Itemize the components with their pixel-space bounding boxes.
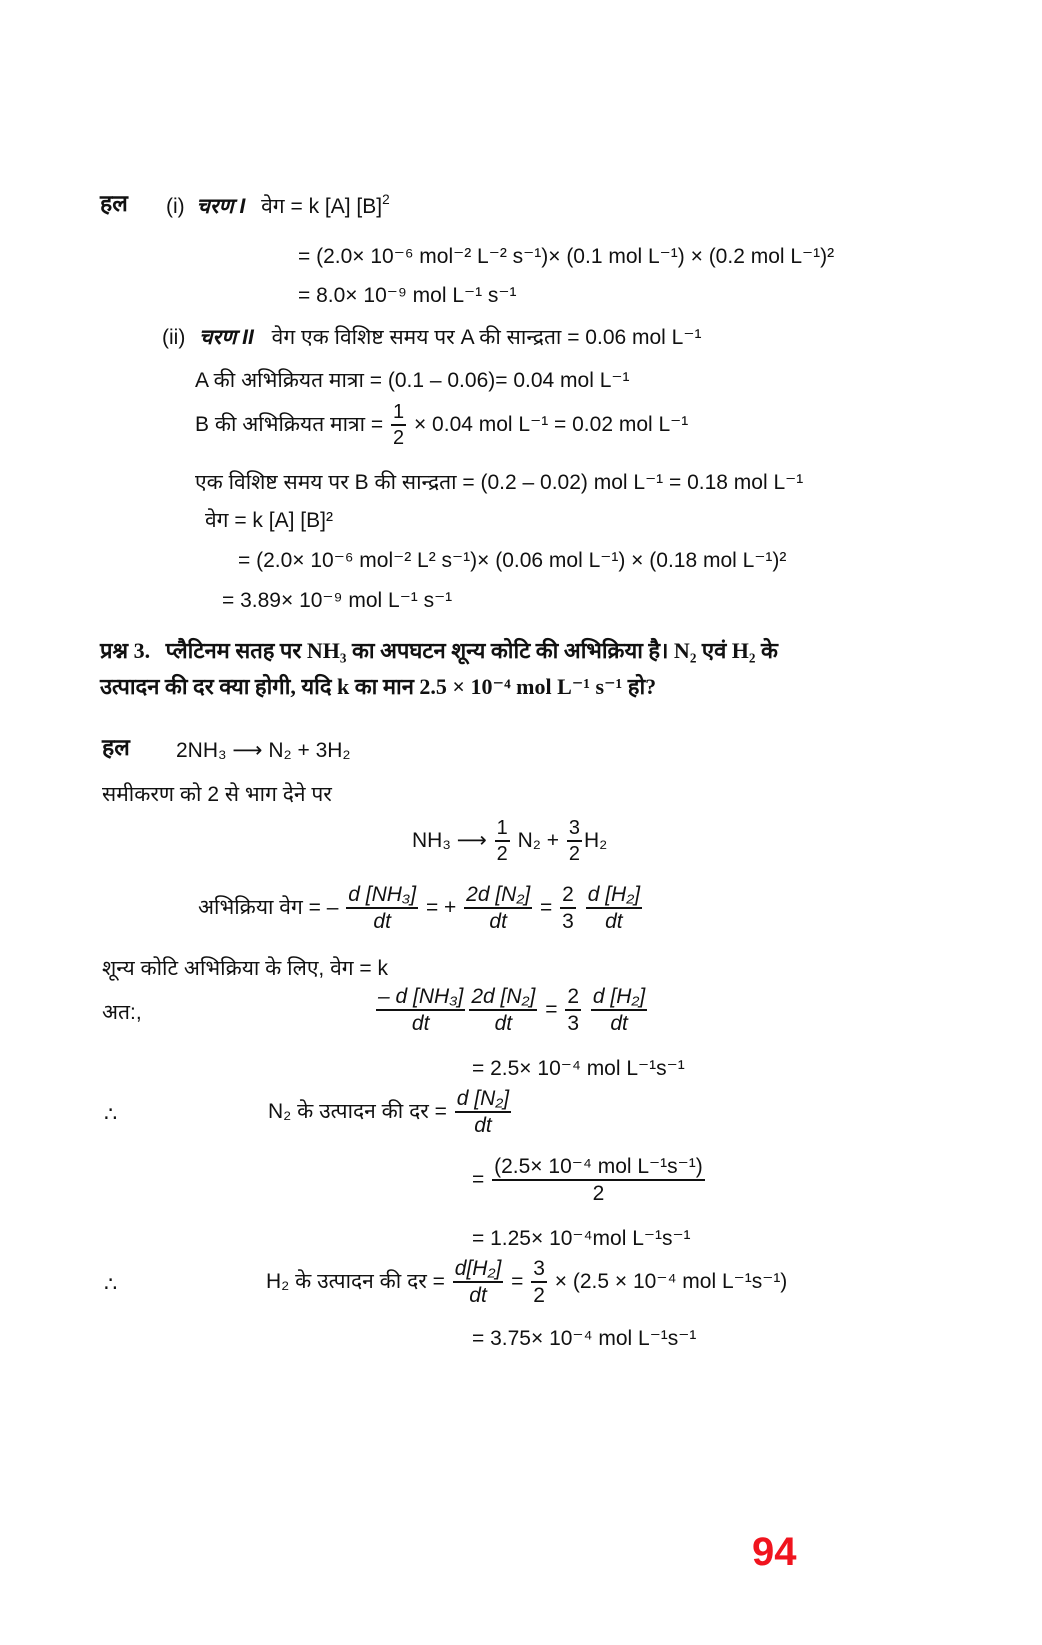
rate-value: = 2.5× 10⁻⁴ mol L⁻¹s⁻¹ xyxy=(472,1057,685,1080)
step2-heading: चरण II xyxy=(199,326,254,349)
step1-result: = 8.0× 10⁻⁹ mol L⁻¹ s⁻¹ xyxy=(298,284,517,307)
rate-expression: अभिक्रिया वेग = – $\frac{\text{d [NH₃]}}{dt}$ = + $\frac{\text{2d [N₂]}}{dt}$ = $\frac{2}{3}$ $\frac{\text{d [H₂]}}{dt}$ xyxy=(198,883,641,934)
rate-word: वेग xyxy=(261,195,285,218)
question-3-line-1 xyxy=(100,640,778,662)
rate-term-n2: $\frac{\text{2d [N₂]}}{dt}$ xyxy=(466,883,531,934)
b-concentration: एक विशिष्ट समय पर B की सान्द्रता = (0.2 – 0.02) mol L⁻¹ = 0.18 mol L⁻¹ xyxy=(195,471,804,494)
step2-number: (ii) xyxy=(162,326,186,349)
n2-calc-fraction: $\frac{\text{(2.5× 10⁻⁴ mol L⁻¹s⁻¹)}}{2}$ xyxy=(494,1155,703,1206)
solution-label: हल xyxy=(100,190,128,216)
question-3-line-2: उत्पादन की दर क्या होगी, यदि k का मान 2.5 × 10⁻⁴ mol L⁻¹ s⁻¹ हो? xyxy=(100,674,657,699)
rate-law-2: वेग = k [A] [B]² xyxy=(205,509,333,532)
zero-order-text: शून्य कोटि अभिक्रिया के लिए, वेग = k xyxy=(102,957,389,980)
step2-calculation: = (2.0× 10⁻⁶ mol⁻² L² s⁻¹)× (0.06 mol L⁻¹) × (0.18 mol L⁻¹)² xyxy=(238,549,787,572)
step2-text: वेग एक विशिष्ट समय पर A की सान्द्रता = 0.06 mol L⁻¹ xyxy=(271,326,702,349)
n2-result: = 1.25× 10⁻⁴mol L⁻¹s⁻¹ xyxy=(472,1227,691,1250)
b-reacted-amount xyxy=(195,402,688,449)
hence-label: अत:, xyxy=(102,1001,142,1024)
rate-term-nh3: $\frac{\text{d [NH₃]}}{dt}$ xyxy=(348,883,417,934)
h2-result: = 3.75× 10⁻⁴ mol L⁻¹s⁻¹ xyxy=(472,1327,697,1350)
hence-expression: $\frac{\text{– d [NH₃]}}{dt}$ $\frac{\text{2d [N₂]}}{dt}$ = $\frac{2}{3}$ $\frac{\text{d [H₂]}}{dt}$ xyxy=(378,985,646,1036)
rate-law-exponent: 2 xyxy=(382,192,390,208)
page-number: 94 xyxy=(752,1530,797,1574)
rate-term-h2: $\frac{\text{d [H₂]}}{dt}$ xyxy=(587,883,641,934)
n2-rate-line: N₂ के उत्पादन की दर = $\frac{\text{d [N₂]}}{dt}$ xyxy=(268,1087,510,1138)
hence-coef-two-thirds: $\frac{2}{3}$ xyxy=(567,985,580,1036)
hence-term-nh3: $\frac{\text{– d [NH₃]}}{dt}$ xyxy=(378,985,464,1036)
divide-text: समीकरण को 2 से भाग देने पर xyxy=(102,783,332,806)
step1-number: (i) xyxy=(166,195,185,218)
therefore-symbol-1: ∴ xyxy=(104,1103,118,1126)
fraction-half-n2: $\frac{1}{2}$ xyxy=(496,817,508,865)
h2-coef-three-halves: $\frac{3}{2}$ xyxy=(533,1257,545,1308)
question-number: प्रश्न 3. xyxy=(100,638,151,663)
step1-heading: चरण I xyxy=(196,195,246,218)
n2-rate-fraction: $\frac{\text{d [N₂]}}{dt}$ xyxy=(456,1087,510,1138)
question-text-1: प्लैटिनम सतह पर NH₃ का अपघटन शून्य कोटि की अभिक्रिया है। N₂ एवं H₂ के xyxy=(165,638,778,663)
step2-result: = 3.89× 10⁻⁹ mol L⁻¹ s⁻¹ xyxy=(222,589,453,612)
h2-rate-fraction: $\frac{\text{d[H₂]}}{dt}$ xyxy=(454,1257,502,1308)
hence-term-h2: $\frac{\text{d [H₂]}}{dt}$ xyxy=(592,985,646,1036)
a-reacted-amount: A की अभिक्रियत मात्रा = (0.1 – 0.06)= 0.04 mol L⁻¹ xyxy=(195,369,630,392)
step1-line xyxy=(166,192,390,218)
step2-line xyxy=(162,327,701,348)
b-reacted-suffix: × 0.04 mol L⁻¹ = 0.02 mol L⁻¹ xyxy=(413,412,689,436)
fraction-three-halves-h2: $\frac{3}{2}$ xyxy=(568,817,580,865)
step1-calculation: = (2.0× 10⁻⁶ mol⁻² L⁻² s⁻¹)× (0.1 mol L⁻¹) × (0.2 mol L⁻¹)² xyxy=(298,245,835,268)
hence-term-n2: $\frac{\text{2d [N₂]}}{dt}$ xyxy=(471,985,536,1036)
solution-3-label: हल xyxy=(102,734,130,760)
fraction-one-half: $\frac{1}{2}$ xyxy=(393,401,405,449)
n2-calc-line: = $\frac{\text{(2.5× 10⁻⁴ mol L⁻¹s⁻¹)}}{2}$ xyxy=(472,1155,703,1206)
h2-rate-line: H₂ के उत्पादन की दर = $\frac{\text{d[H₂]}}{dt}$ = $\frac{3}{2}$ × (2.5 × 10⁻⁴ mol L⁻¹s⁻¹) xyxy=(266,1257,788,1308)
halved-equation: NH₃ ⟶ $\frac{1}{2}$ N₂ + $\frac{3}{2}$ H₂ xyxy=(412,817,608,865)
reaction-equation: 2NH₃ ⟶ N₂ + 3H₂ xyxy=(176,739,351,762)
rate-coef-two-thirds: $\frac{2}{3}$ xyxy=(562,883,574,934)
rate-law: = k [A] [B] xyxy=(290,195,383,218)
therefore-symbol-2: ∴ xyxy=(104,1273,118,1296)
b-reacted-prefix: B की अभिक्रियत मात्रा = xyxy=(195,412,384,436)
